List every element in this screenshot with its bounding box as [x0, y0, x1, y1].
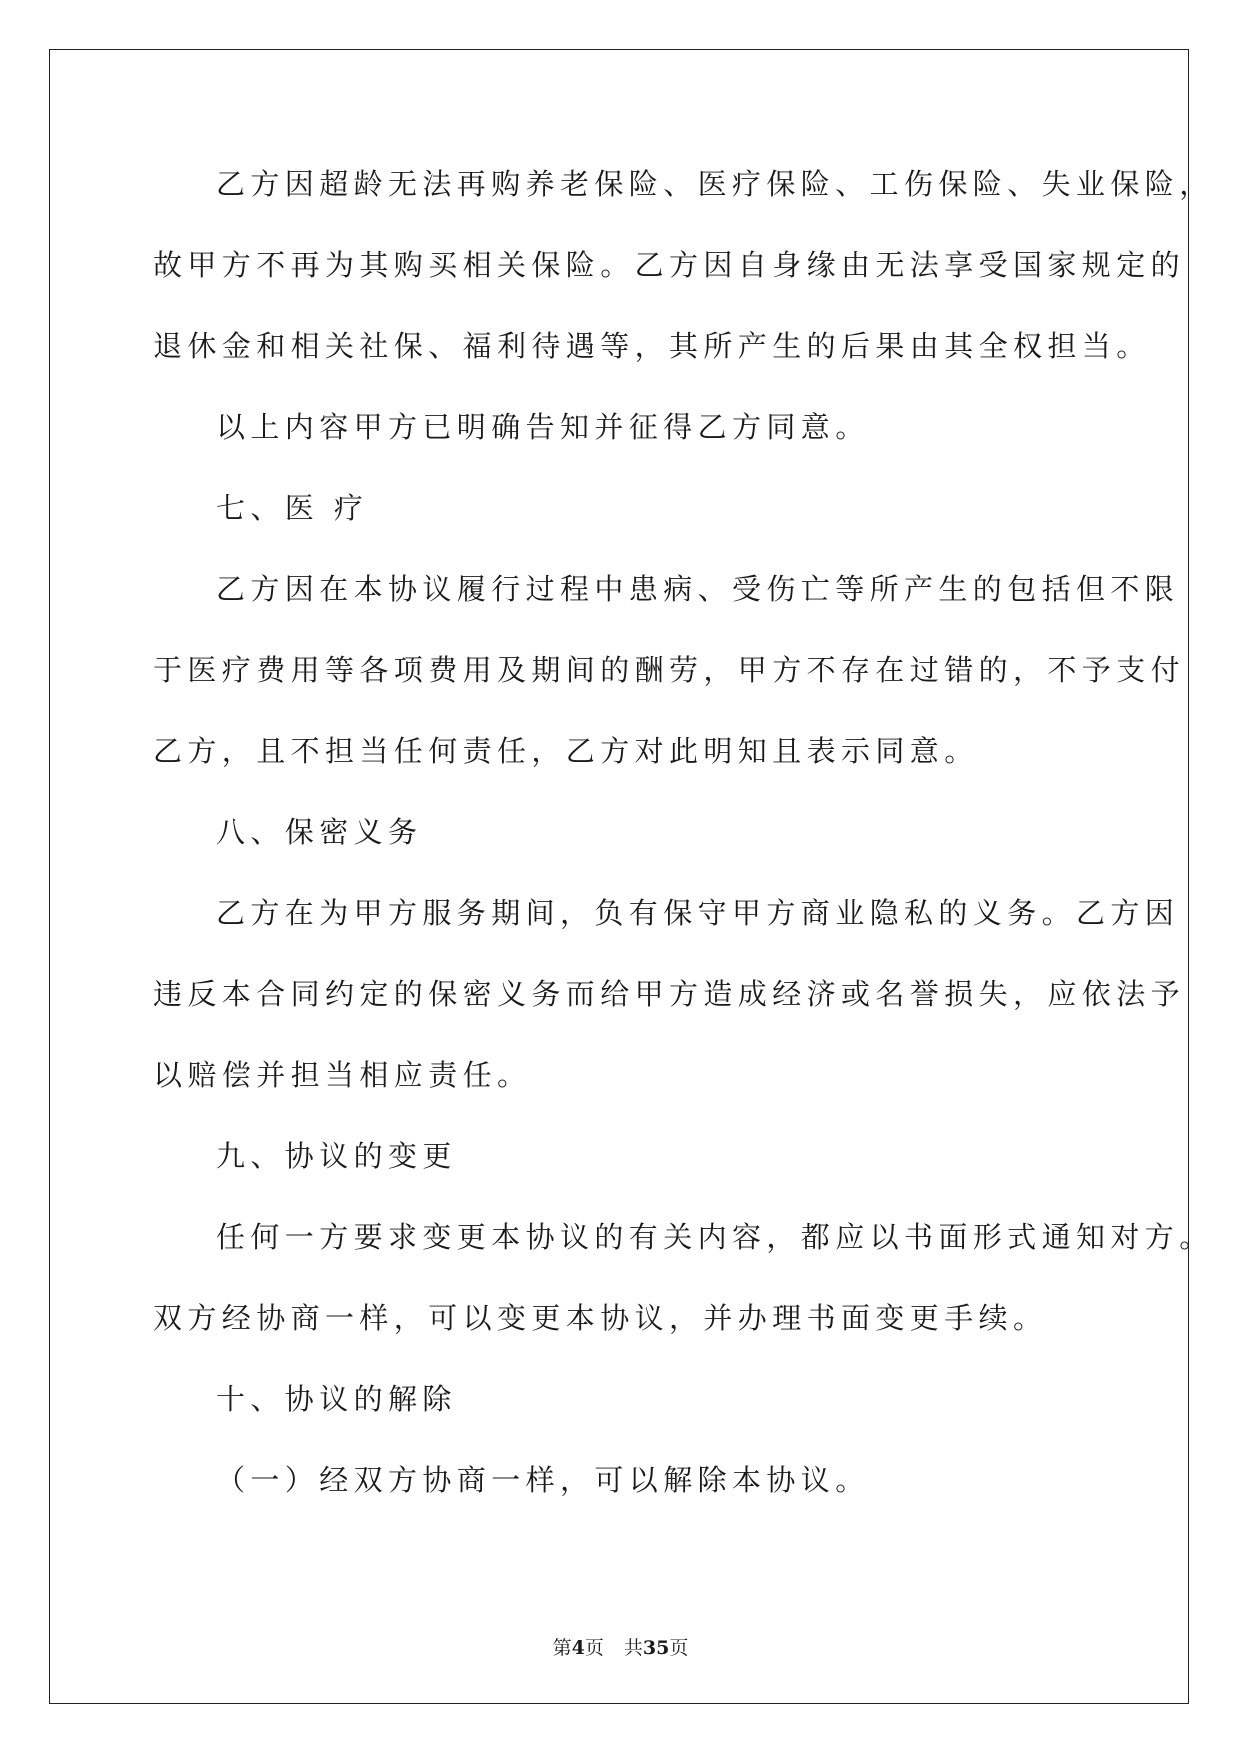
- text-line: 违反本合同约定的保密义务而给甲方造成经济或名誉损失，应依法予: [153, 977, 1186, 1011]
- footer-total-suffix: 页: [669, 1637, 689, 1659]
- text-line: 故甲方不再为其购买相关保险。乙方因自身缘由无法享受国家规定的: [153, 248, 1186, 282]
- footer-total-prefix: 共: [623, 1637, 643, 1659]
- text-line: 以赔偿并担当相应责任。: [153, 1058, 532, 1092]
- text-line: 双方经协商一样，可以变更本协议，并办理书面变更手续。: [153, 1301, 1048, 1335]
- section-heading: 八、保密义务: [216, 815, 423, 849]
- document-body: [153, 166, 1214, 1543]
- text-line: 乙方因超龄无法再购养老保险、医疗保险、工伤保险、失业保险，: [216, 167, 1214, 201]
- text-line: 乙方因在本协议履行过程中患病、受伤亡等所产生的包括但不限: [216, 572, 1180, 606]
- page-number: 4: [571, 1637, 585, 1659]
- total-pages: 35: [642, 1637, 670, 1659]
- footer-prefix: 第: [552, 1637, 572, 1659]
- text-line: 退休金和相关社保、福利待遇等，其所产生的后果由其全权担当。: [153, 329, 1151, 363]
- text-line: 于医疗费用等各项费用及期间的酬劳，甲方不存在过错的，不予支付: [153, 653, 1186, 687]
- section-heading: 十、协议的解除: [216, 1382, 457, 1416]
- text-line: 以上内容甲方已明确告知并征得乙方同意。: [216, 410, 870, 444]
- page-footer: [0, 1633, 1241, 1660]
- text-line: 乙方，且不担当任何责任，乙方对此明知且表示同意。: [153, 734, 979, 768]
- section-heading: 九、协议的变更: [216, 1139, 457, 1173]
- text-line: 乙方在为甲方服务期间，负有保守甲方商业隐私的义务。乙方因: [216, 896, 1180, 930]
- section-heading: 七、医 疗: [216, 491, 369, 525]
- text-line: （一）经双方协商一样，可以解除本协议。: [216, 1463, 870, 1497]
- text-line: 任何一方要求变更本协议的有关内容，都应以书面形式通知对方。: [216, 1220, 1214, 1254]
- footer-page-suffix: 页: [584, 1637, 604, 1659]
